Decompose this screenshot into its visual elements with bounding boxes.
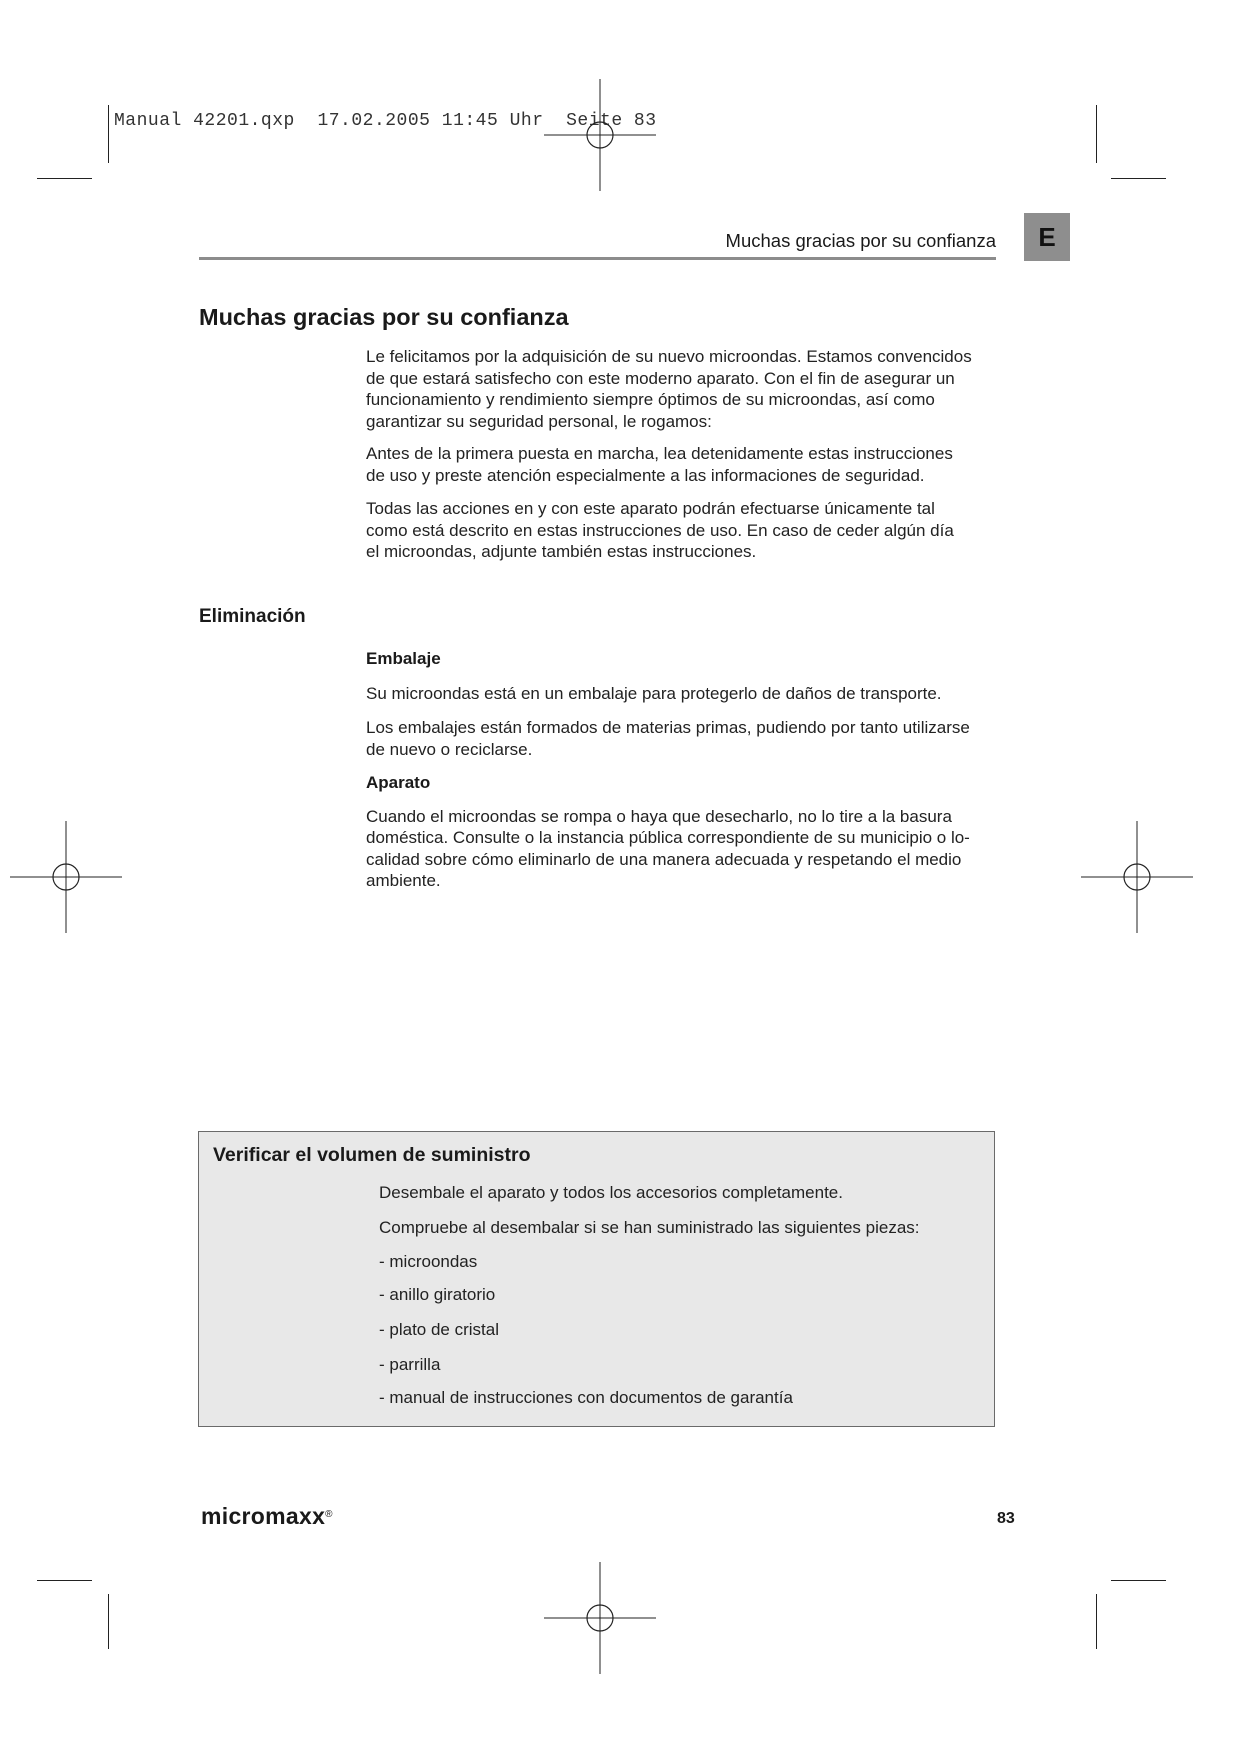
box-line: Desembale el aparato y todos los accesorios completamente.	[379, 1183, 843, 1202]
subheading-packaging: Embalaje	[366, 649, 441, 668]
intro-text	[366, 346, 998, 563]
language-tab: E	[1024, 213, 1070, 261]
slug-file: Manual 42201.qxp	[114, 111, 295, 131]
running-title: Muchas gracias por su confianza	[725, 230, 996, 251]
crop-mark	[37, 1580, 92, 1581]
paragraph	[366, 717, 998, 760]
text-line: de que estará satisfecho con este moderno aparato. Con el fin de asegurar un	[366, 368, 955, 388]
section-title-disposal: Eliminación	[199, 606, 306, 627]
crop-mark	[108, 1594, 109, 1649]
header-rule	[199, 257, 996, 260]
page-title: Muchas gracias por su confianza	[199, 304, 569, 330]
box-title: Verificar el volumen de suministro	[213, 1144, 531, 1166]
paragraph	[366, 498, 998, 563]
text-line: Los embalajes están formados de materias primas, pudiendo por tanto utilizarse	[366, 718, 970, 737]
paragraph	[366, 806, 998, 892]
delivery-scope-box	[198, 1131, 995, 1427]
paragraph	[366, 346, 998, 432]
box-line: Compruebe al desembalar si se han suministrado las siguientes piezas:	[379, 1218, 920, 1237]
paragraph	[366, 443, 998, 486]
list-item: - plato de cristal	[379, 1320, 499, 1339]
registration-mark-right	[1081, 821, 1193, 933]
slug-time: 11:45 Uhr	[441, 111, 544, 131]
crop-mark	[1096, 105, 1097, 163]
text-line: Su microondas está en un embalaje para protegerlo de daños de transporte.	[366, 683, 942, 703]
text-line: como está descrito en estas instrucciones de uso. En caso de ceder algún día	[366, 520, 954, 540]
text-line: Cuando el microondas se rompa o haya que desecharlo, no lo tire a la basura	[366, 806, 952, 826]
registration-mark-top	[544, 79, 656, 191]
text-line: ambiente.	[366, 871, 441, 890]
text-line: Le felicitamos por la adquisición de su nuevo microondas. Estamos convencidos	[366, 347, 972, 366]
list-item: - microondas	[379, 1252, 478, 1271]
text-line: garantizar su seguridad personal, le rogamos:	[366, 411, 712, 431]
subheading-device: Aparato	[366, 773, 431, 792]
crop-mark	[37, 178, 92, 179]
paragraph	[366, 683, 998, 705]
registration-mark-left	[10, 821, 122, 933]
text-line: de uso y preste atención especialmente a las informaciones de seguridad.	[366, 465, 925, 485]
registration-mark-bottom	[544, 1562, 656, 1674]
disposal-text	[366, 648, 998, 892]
list-item: - manual de instrucciones con documentos de garantía	[379, 1388, 793, 1407]
list-item: - anillo giratorio	[379, 1285, 496, 1304]
text-line: Todas las acciones en y con este aparato podrán efectuarse únicamente tal	[366, 499, 935, 518]
crop-mark	[1096, 1594, 1097, 1649]
page-number: 83	[997, 1510, 1015, 1527]
slug-page: Seite 83	[566, 111, 657, 131]
brand-logo	[201, 1503, 333, 1530]
slug-date: 17.02.2005	[317, 111, 431, 131]
text-line: calidad sobre cómo eliminarlo de una manera adecuada y respetando el medio	[366, 849, 962, 869]
text-line: de nuevo o reciclarse.	[366, 739, 533, 759]
crop-mark	[108, 105, 109, 163]
brand-name: micromaxx	[201, 1503, 326, 1529]
text-line: Antes de la primera puesta en marcha, lea detenidamente estas instrucciones	[366, 444, 953, 463]
registered-mark: ®	[325, 1509, 333, 1520]
crop-mark	[1111, 178, 1166, 179]
text-line: doméstica. Consulte o la instancia pública correspondiente de su municipio o lo-	[366, 828, 970, 847]
crop-mark	[1111, 1580, 1166, 1581]
text-line: funcionamiento y rendimiento siempre óptimos de su microondas, así como	[366, 390, 935, 409]
text-line: el microondas, adjunte también estas instrucciones.	[366, 542, 757, 561]
list-item: - parrilla	[379, 1355, 441, 1374]
